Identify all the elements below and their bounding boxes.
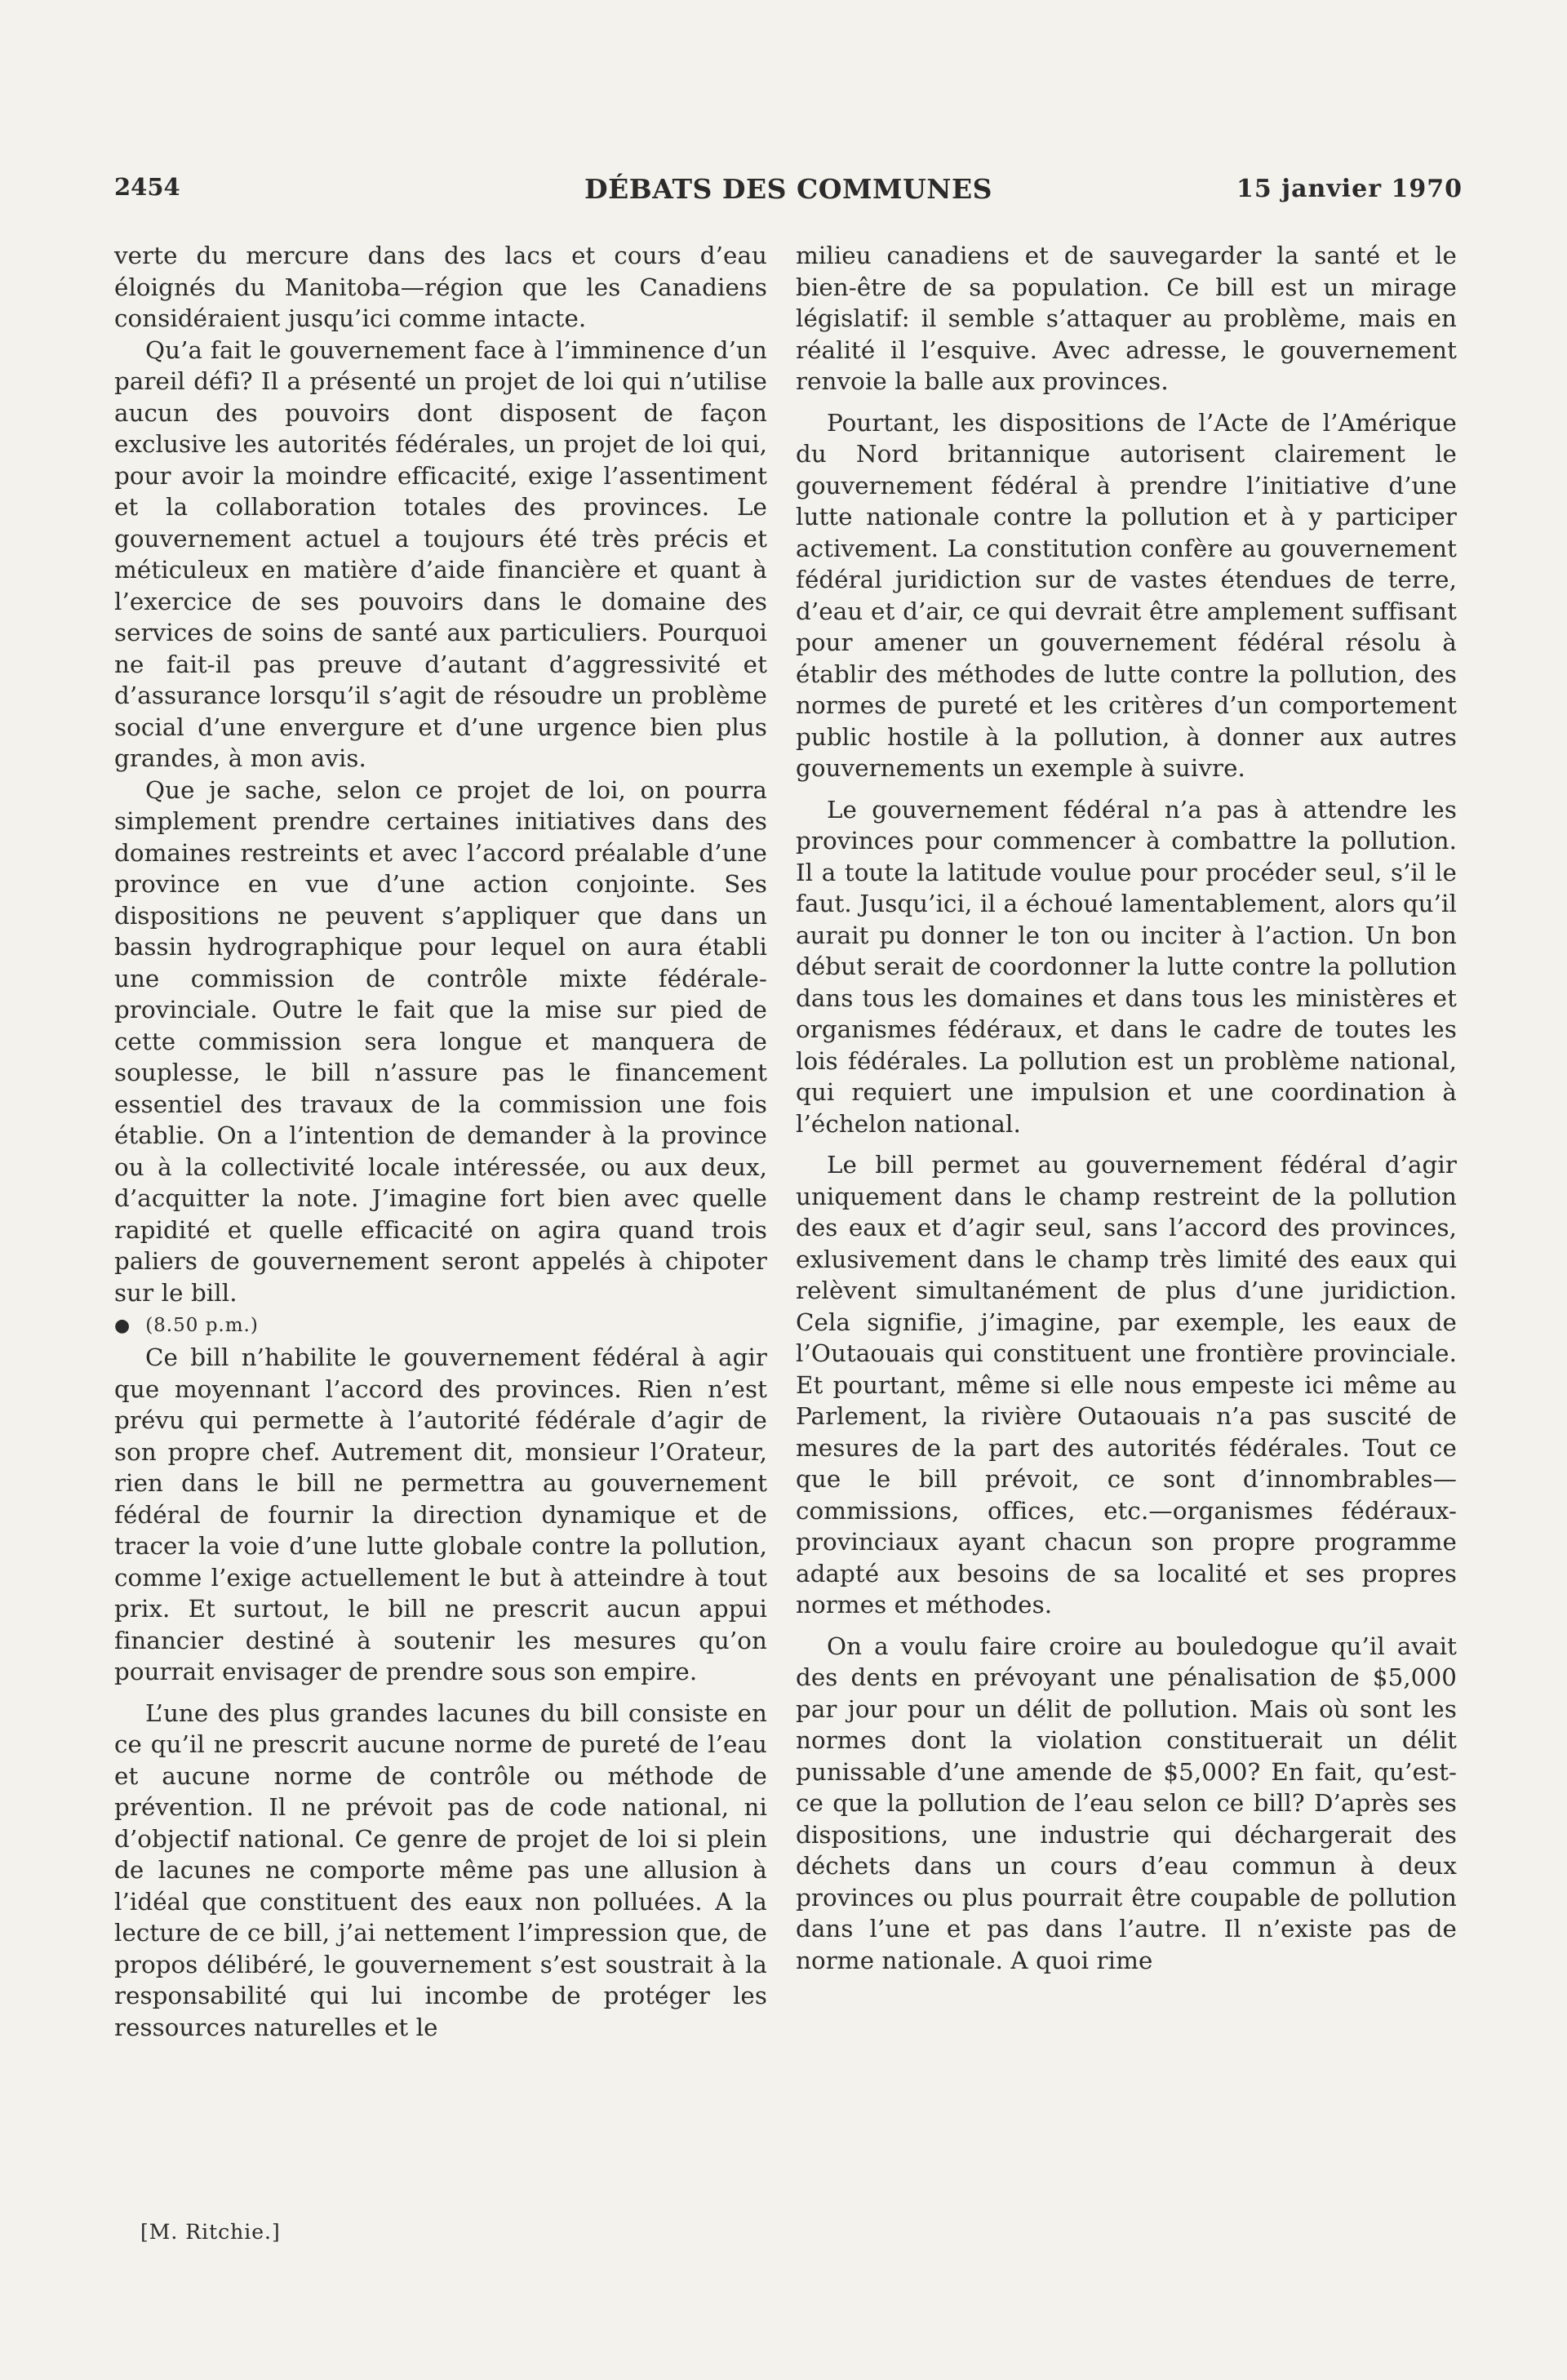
paragraph: milieu canadiens et de sauvegarder la santé et le bien-être de sa population. Ce bill est un mirage législatif: il semble s’attaquer au problème, mais en réalité il l’esquive. Avec adresse, le gouvernement renvoie la balle aux provinces. <box>796 242 1457 395</box>
paragraph: Le bill permet au gouvernement fédéral d’agir uniquement dans le champ restreint de la pollution des eaux et d’agir seul, sans l’accord des provinces, exlusivement dans le champ très limité des eaux qui relèvent simultanément de plus d’une juridiction. Cela signifie, j’imagine, par exemple, les eaux de l’Outaouais qui constituent une frontière provinciale. Et pourtant, même si elle nous empeste ici même au Parlement, la rivière Outaouais n’a pas suscité de mesures de la part des autorités fédérales. Tout ce que le bill prévoit, ce sont d’innombrables—commissions, offices, etc.—organismes fédéraux-provinciaux ayant chacun son propre programme adapté aux besoins de sa localité et ses propres normes et méthodes. <box>796 1151 1457 1618</box>
time-stamp-text: (8.50 p.m.) <box>145 1315 259 1336</box>
bullet-icon: ● <box>114 1316 131 1336</box>
paragraph: Qu’a fait le gouvernement face à l’imminence d’un pareil défi? Il a présenté un projet de loi qui n’utilise aucun des pouvoirs dont disposent de façon exclusive les autorités fédérales, un projet de loi qui, pour avoir la moindre efficacité, exige l’assentiment et la collaboration totales des provinces. Le gouvernement actuel a toujours été très précis et méticuleux en matière d’aide financière et quant à l’exercice de ses pouvoirs dans le domaine des services de soins de santé aux particuliers. Pourquoi ne fait-il pas preuve d’autant d’aggressivité et d’assurance lorsqu’il s’agit de résoudre un problème social d’une envergure et d’une urgence bien plus grandes, à mon avis. <box>114 335 767 772</box>
page-number: 2454 <box>114 173 180 201</box>
paragraph: On a voulu faire croire au bouledogue qu’il avait des dents en prévoyant une pénalisation de $5,000 par jour pour un délit de pollution. Mais où sont les normes dont la violation constituerait un délit punissable d’une amende de $5,000? En fait, qu’est-ce que la pollution de l’eau selon ce bill? D’après ses dispositions, une industrie qui déchargerait des déchets dans un cours d’eau commun à deux provinces ou plus pourrait être coupable de pollution dans l’une et pas dans l’autre. Il n’existe pas de norme nationale. A quoi rime <box>796 1632 1457 1974</box>
left-column <box>114 240 767 2043</box>
paragraph: L’une des plus grandes lacunes du bill consiste en ce qu’il ne prescrit aucune norme de pureté de l’eau et aucune norme de contrôle ou méthode de prévention. Il ne prévoit pas de code national, ni d’objectif national. Ce genre de projet de loi si plein de lacunes ne comporte même pas une allusion à l’idéal que constituent des eaux non polluées. A la lecture de ce bill, j’ai nettement l’impression que, de propos délibéré, le gouvernement s’est soustrait à la responsabilité qui lui incombe de protéger les ressources naturelles et le <box>114 1698 767 2041</box>
time-stamp <box>114 1312 767 1340</box>
paragraph: Ce bill n’habilite le gouvernement fédéral à agir que moyennant l’accord des provinces. Rien n’est prévu qui permette à l’autorité fédérale d’agir de son propre chef. Autrement dit, monsieur l’Orateur, rien dans le bill ne permettra au gouvernement fédéral de fournir la direction dynamique et de tracer la voie d’une lutte globale contre la pollution, comme l’exige actuellement le but à atteindre à tout prix. Et surtout, le bill ne prescrit aucun appui financier destiné à soutenir les mesures qu’on pourrait envisager de prendre sous son empire. <box>114 1343 767 1685</box>
page-header <box>114 173 1463 209</box>
paragraph: verte du mercure dans des lacs et cours d’eau éloignés du Manitoba—région que les Canadiens considéraient jusqu’ici comme intacte. <box>114 242 767 332</box>
paragraph: Pourtant, les dispositions de l’Acte de l’Amérique du Nord britannique autorisent clairement le gouvernement fédéral à prendre l’initiative d’une lutte nationale contre la pollution et à y participer activement. La constitution confère au gouvernement fédéral juridiction sur de vastes étendues de terre, d’eau et d’air, ce qui devrait être amplement suffisant pour amener un gouvernement fédéral résolu à établir des méthodes de lutte contre la pollution, des normes de pureté et les critères d’un comportement public hostile à la pollution, à donner aux autres gouvernements un exemple à suivre. <box>796 408 1457 782</box>
speaker-attribution: [M. Ritchie.] <box>140 2220 281 2244</box>
paragraph: Que je sache, selon ce projet de loi, on pourra simplement prendre certaines initiatives dans des domaines restreints et avec l’accord préalable d’une province en vue d’une action conjointe. Ses dispositions ne peuvent s’appliquer que dans un bassin hydrographique pour lequel on aura établi une commission de contrôle mixte fédérale-provinciale. Outre le fait que la mise sur pied de cette commission sera longue et manquera de souplesse, le bill n’assure pas le financement essentiel des travaux de la commission une fois établie. On a l’intention de demander à la province ou à la collectivité locale intéressée, ou aux deux, d’acquitter la note. J’imagine fort bien avec quelle rapidité et quelle efficacité on agira quand trois paliers de gouvernement seront appelés à chipoter sur le bill. <box>114 775 767 1307</box>
header-date: 15 janvier 1970 <box>1236 175 1463 203</box>
paragraph: Le gouvernement fédéral n’a pas à attendre les provinces pour commencer à combattre la pollution. Il a toute la latitude voulue pour procéder seul, s’il le faut. Jusqu’ici, il a échoué lamentablement, alors qu’il aurait pu donner le ton ou inciter à l’action. Un bon début serait de coordonner la lutte contre la pollution dans tous les domaines et dans tous les ministères et organismes fédéraux, et dans le cadre de toutes les lois fédérales. La pollution est un problème national, qui requiert une impulsion et une coordination à l’échelon national. <box>796 795 1457 1138</box>
right-column <box>796 240 1457 1976</box>
running-title: DÉBATS DES COMMUNES <box>584 173 992 205</box>
